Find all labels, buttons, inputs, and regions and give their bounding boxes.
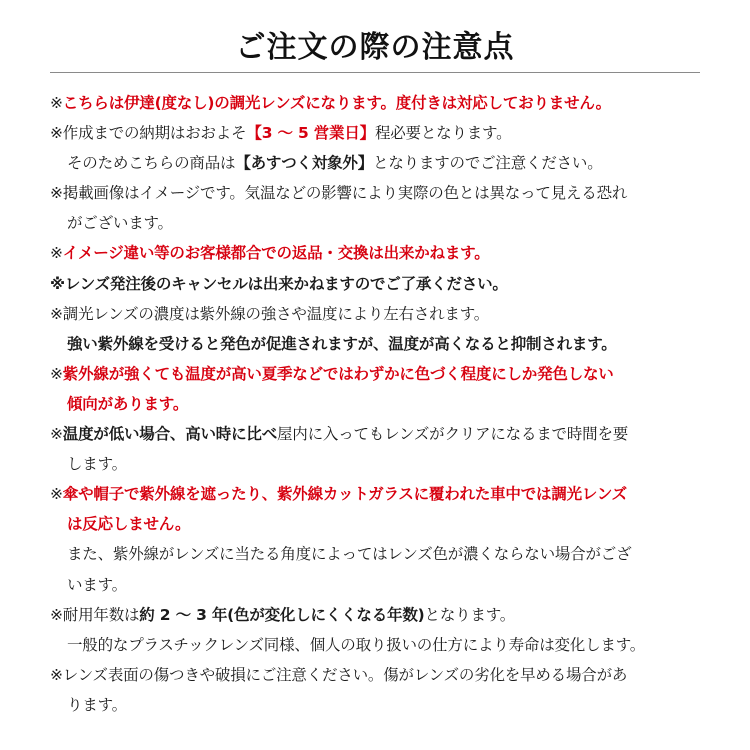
- note-text: そのためこちらの商品は: [67, 154, 236, 173]
- note-text-emphasis: イメージ違い等のお客様都合での返品・交換は出来かねます。: [62, 244, 490, 263]
- note-density-cont: [50, 329, 710, 359]
- lifespan-highlight: 約 2 〜 3 年(色が変化しにくくなる年数): [139, 605, 425, 624]
- note-delivery: [50, 118, 710, 148]
- note-text: ※掲載画像はイメージです。気温などの影響により実際の色とは異なって見える恐れ: [50, 184, 628, 203]
- note-no-return: [50, 238, 710, 268]
- note-summer-cont: [50, 389, 710, 419]
- note-image-color: [50, 178, 710, 208]
- note-text: また、紫外線がレンズに当たる角度によってはレンズ色が濃くならない場合がござ: [67, 545, 632, 564]
- note-mark: ※: [50, 485, 63, 504]
- note-mark: ※: [50, 425, 63, 444]
- note-text-bold: 温度が低い場合、高い時に比べ: [62, 425, 277, 444]
- note-text: 屋内に入ってもレンズがクリアになるまで時間を要: [277, 425, 629, 444]
- note-scratches: [50, 660, 710, 690]
- note-uv-block: [50, 479, 710, 509]
- note-text: 程必要となります。: [374, 124, 512, 143]
- note-text-emphasis: は反応しません。: [67, 515, 191, 534]
- note-text-emphasis: 傾向があります。: [67, 394, 189, 413]
- note-low-temp-cont: [50, 449, 710, 479]
- note-text: となります。: [424, 605, 516, 624]
- delivery-days-highlight: 【3 〜 5 営業日】: [246, 124, 375, 143]
- note-text: がございます。: [67, 214, 173, 233]
- note-density: [50, 299, 710, 329]
- note-text-emphasis: 紫外線が強くても温度が高い夏季などではわずかに色づく程度にしか発色しない: [62, 364, 614, 383]
- note-text-emphasis: 傘や帽子で紫外線を遮ったり、紫外線カットガラスに覆われた車中では調光レンズ: [62, 485, 627, 504]
- note-text-bold: 強い紫外線を受けると発色が促進されますが、温度が高くなると抑制されます。: [67, 334, 617, 353]
- note-mark: ※: [50, 244, 63, 263]
- note-text-bold: ※レンズ発注後のキャンセルは出来かねますのでご了承ください。: [50, 274, 508, 293]
- note-mark: ※: [50, 364, 63, 383]
- note-uv-angle: [50, 539, 710, 569]
- note-image-color-cont: [50, 208, 710, 238]
- note-summer: [50, 359, 710, 389]
- note-text: ります。: [67, 695, 127, 714]
- title-divider: [50, 72, 700, 73]
- asutsuku-excluded-highlight: 【あすつく対象外】: [235, 154, 374, 173]
- note-text: となりますのでご注意ください。: [373, 154, 603, 173]
- note-lifespan: [50, 600, 710, 630]
- page-title: ご注文の際の注意点: [235, 30, 515, 65]
- notes-list: [50, 88, 710, 720]
- note-uv-angle-cont: [50, 570, 710, 600]
- note-delivery-cont: [50, 148, 710, 178]
- note-no-cancel: [50, 269, 710, 299]
- note-text: ※耐用年数は: [50, 605, 140, 624]
- note-low-temp: [50, 419, 710, 449]
- note-scratches-cont: [50, 690, 710, 720]
- note-text: します。: [67, 455, 127, 474]
- note-text: 一般的なプラスチックレンズ同様、個人の取り扱いの仕方により寿命は変化します。: [67, 635, 646, 654]
- note-date-lens: [50, 88, 710, 118]
- note-lifespan-cont: [50, 630, 710, 660]
- note-text: ※レンズ表面の傷つきや破損にご注意ください。傷がレンズの劣化を早める場合があ: [50, 665, 628, 684]
- note-text: います。: [67, 575, 127, 594]
- note-mark: ※: [50, 94, 63, 112]
- note-text: ※調光レンズの濃度は紫外線の強さや温度により左右されます。: [50, 304, 490, 323]
- note-text-emphasis: こちらは伊達(度なし)の調光レンズになります。度付きは対応しておりません。: [62, 94, 611, 112]
- note-uv-block-cont: [50, 509, 710, 539]
- note-text: ※作成までの納期はおおよそ: [50, 124, 247, 143]
